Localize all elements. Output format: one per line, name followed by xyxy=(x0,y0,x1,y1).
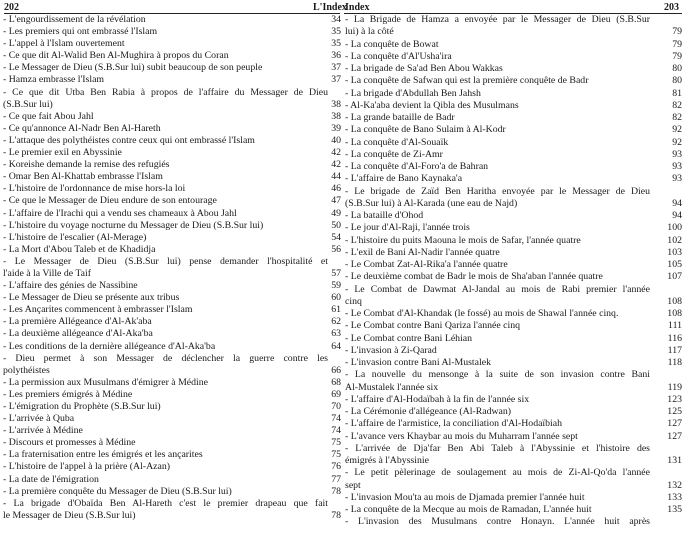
index-entry xyxy=(0,353,342,365)
index-entry xyxy=(0,232,342,244)
index-entry xyxy=(0,449,342,461)
entry-title: - Ce que fait Abou Jahl xyxy=(3,110,94,122)
entry-title: - La bataille d'Ohod xyxy=(345,210,424,221)
index-entry xyxy=(342,14,690,26)
entry-page-number: 36 xyxy=(331,50,341,62)
index-entry xyxy=(0,183,342,195)
entry-title: - Ce qu'annonce Al-Nadr Ben Al-Hareth xyxy=(3,122,161,134)
index-entry xyxy=(342,161,690,173)
entry-page-number: 93 xyxy=(672,173,682,185)
entry-page-number: 54 xyxy=(331,231,341,243)
entry-title: - L'émigration du Prophète (S.B.Sur lui) xyxy=(3,401,161,412)
index-entry xyxy=(0,510,342,522)
index-entry xyxy=(342,39,690,51)
index-entry xyxy=(0,425,342,437)
index-entry xyxy=(0,256,342,268)
entry-title: - L'attaque des polythéistes contre ceux qui ont embrassé l'Islam xyxy=(3,134,255,146)
index-entry xyxy=(0,292,342,304)
entry-title: - La brigade d'Abdullah Ben Jahsh xyxy=(345,87,481,99)
index-entry xyxy=(0,268,342,280)
entry-page-number: 74 xyxy=(331,413,341,425)
entry-title: - La conquête de Bano Sulaim à Al-Kodr xyxy=(345,124,506,136)
entry-page-number: 102 xyxy=(667,234,682,246)
index-entry xyxy=(342,406,690,418)
index-entry xyxy=(342,320,690,332)
entry-page-number: 108 xyxy=(667,308,682,319)
index-entry xyxy=(0,74,342,86)
entry-page-number: 103 xyxy=(667,246,682,258)
index-entry xyxy=(342,173,690,185)
index-entry xyxy=(0,87,342,99)
entry-title: - Ce que dit Al-Walid Ben Al-Mughira à propos du Coran xyxy=(3,50,229,62)
index-entry xyxy=(0,159,342,171)
index-entry xyxy=(0,437,342,449)
entry-title: - L'affaire de l'armistice, la conciliation d'Al-Hodaïbiah xyxy=(345,418,563,430)
entry-title: - La conquête de Safwan qui est la première conquête de Badr xyxy=(345,75,589,87)
entry-title: - L'histoire de l'escalier (Al-Merage) xyxy=(3,231,147,243)
entry-page-number: 93 xyxy=(672,161,682,172)
entry-title: - Le premier exil en Abyssinie xyxy=(3,147,122,159)
entry-title: - La Mort d'Abou Taleb et de Khadidja xyxy=(3,243,156,255)
index-entry xyxy=(0,401,342,413)
entry-title: - L'histoire de l'appel à la prière (Al-Azan) xyxy=(3,461,171,473)
entry-page-number: 37 xyxy=(331,74,341,86)
entry-page-number: 92 xyxy=(672,124,682,136)
entry-title: - La conquête d'Al'Usha'ira xyxy=(345,50,452,62)
entry-page-number: 38 xyxy=(331,110,341,122)
entry-page-number: 77 xyxy=(331,473,341,485)
entry-page-number: 78 xyxy=(331,509,341,521)
index-entry xyxy=(0,413,342,425)
entry-page-number: 108 xyxy=(667,295,682,307)
entry-page-number: 40 xyxy=(331,134,341,146)
entry-page-number: 56 xyxy=(331,243,341,255)
entry-page-number: 80 xyxy=(672,63,682,74)
entry-page-number: 105 xyxy=(667,259,682,270)
index-entry xyxy=(0,474,342,486)
entry-page-number: 47 xyxy=(331,195,341,207)
entry-page-number: 127 xyxy=(667,430,682,442)
entry-page-number: 70 xyxy=(331,401,341,412)
index-entry xyxy=(342,443,690,455)
entry-title: - L'appel à l'Islam ouvertement xyxy=(3,38,125,50)
index-entry xyxy=(342,369,690,381)
entry-page-number: 111 xyxy=(668,320,682,332)
entry-title: - Le brigade de Zaïd Ben Haritha envoyée par le Messager de Dieu xyxy=(345,185,650,197)
index-entry xyxy=(342,467,690,479)
index-entry xyxy=(342,492,690,504)
index-entry xyxy=(342,333,690,345)
entry-title: - Les premiers émigrés à Médine xyxy=(3,388,133,400)
entry-page-number: 127 xyxy=(667,418,682,430)
entry-page-number: 76 xyxy=(331,461,341,473)
entry-page-number: 69 xyxy=(331,388,341,400)
entry-title: polythéistes xyxy=(3,364,50,376)
index-entry xyxy=(342,480,690,492)
index-entry xyxy=(342,186,690,198)
entry-title: - Omar Ben Al-Khattab embrasse l'Islam xyxy=(3,171,163,183)
index-entry xyxy=(342,26,690,38)
index-entry xyxy=(342,516,690,528)
entry-page-number: 39 xyxy=(331,122,341,134)
entry-page-number: 107 xyxy=(667,271,682,283)
entry-page-number: 38 xyxy=(331,98,341,110)
entry-page-number: 44 xyxy=(331,171,341,183)
page-number-right: 203 xyxy=(664,2,679,13)
entry-title: - Le Messager de Dieu (S.B.Sur lui) pense demander l'hospitalité et xyxy=(3,255,328,267)
entry-title: cinq xyxy=(345,295,362,307)
index-entry xyxy=(342,100,690,112)
entry-title: - Le petit pèlerinage de soulagement au mois de Zi-Al-Qo'da l'année xyxy=(345,467,650,479)
index-entry xyxy=(0,99,342,111)
index-entry xyxy=(0,14,342,26)
entry-page-number: 57 xyxy=(331,267,341,279)
index-entry xyxy=(0,171,342,183)
entry-title: - Le jour d'Al-Raji, l'année trois xyxy=(345,222,470,234)
entry-page-number: 42 xyxy=(331,159,341,171)
index-entry xyxy=(0,498,342,510)
index-entry xyxy=(0,38,342,50)
entry-title: - L'invasion à Zi-Qarad xyxy=(345,344,437,356)
running-title-right: Index xyxy=(345,2,370,13)
entry-title: - Koreishe demande la remise des refugiés xyxy=(3,159,170,171)
entry-title: - L'avance vers Khaybar au mois du Muharram l'année sept xyxy=(345,430,578,442)
entry-title: - Le Combat d'Al-Khandak (le fossé) au mois de Shawal l'année cinq. xyxy=(345,308,619,319)
entry-title: sept xyxy=(345,479,361,491)
entry-page-number: 61 xyxy=(331,304,341,316)
entry-page-number: 49 xyxy=(331,207,341,219)
entry-page-number: 82 xyxy=(672,112,682,123)
entry-title: - Ce que dit Utba Ben Rabia à propos de l'affaire du Messager de Dieu xyxy=(3,86,328,98)
index-entry xyxy=(0,195,342,207)
entry-title: - L'invasion Mou'ta au mois de Djamada premier l'année huit xyxy=(345,491,585,503)
index-entry xyxy=(342,345,690,357)
index-entry xyxy=(0,389,342,401)
entry-title: - Les premiers qui ont embrassé l'Islam xyxy=(3,26,158,38)
entry-page-number: 35 xyxy=(331,38,341,50)
entry-title: - Les conditions de la dernière allégeance d'Al-Aka'ba xyxy=(3,340,216,352)
entry-title: - Al-Ka'aba devient la Qibla des Musulmans xyxy=(345,99,519,111)
entry-page-number: 78 xyxy=(331,485,341,497)
index-entry xyxy=(0,365,342,377)
entry-title: - La conquête d'Al-Souaïk xyxy=(345,136,449,148)
entry-title: - La fraternisation entre les émigrés et les ançarites xyxy=(3,449,203,461)
entry-title: - Le Combat Zat-Al-Rika'a l'année quatre xyxy=(345,259,508,270)
index-entry xyxy=(0,135,342,147)
index-entry xyxy=(0,26,342,38)
index-entry xyxy=(342,284,690,296)
entry-page-number: 123 xyxy=(667,393,682,405)
entry-page-number: 119 xyxy=(667,381,682,393)
index-entry xyxy=(342,63,690,75)
entry-page-number: 68 xyxy=(331,376,341,388)
entry-title: le Messager de Dieu (S.B.Sur lui) xyxy=(3,509,136,521)
index-entry xyxy=(0,220,342,232)
entry-title: - La brigade de Sa'ad Ben Abou Wakkas xyxy=(345,63,503,74)
index-entry xyxy=(0,280,342,292)
running-title-left: L'Index xyxy=(313,2,347,13)
entry-title: Al-Mustalek l'année six xyxy=(345,381,439,393)
entry-page-number: 135 xyxy=(667,504,682,515)
index-column-left xyxy=(0,14,342,548)
entry-title: - L'affaire d'Al-Hodaïbah à la fin de l'année six xyxy=(345,393,530,405)
entry-title: - La permission aux Musulmans d'émigrer à Médine xyxy=(3,376,209,388)
entry-title: (S.B.Sur lui) à Al-Karada (une eau de Najd) xyxy=(345,197,518,209)
entry-title: - Le Combat contre Bani Qariza l'année cinq xyxy=(345,320,521,332)
entry-title: - La conquête d'Al-Foro'a de Bahran xyxy=(345,161,489,172)
entry-page-number: 93 xyxy=(672,148,682,160)
index-entry xyxy=(342,357,690,369)
index-entry xyxy=(342,137,690,149)
entry-page-number: 132 xyxy=(667,479,682,491)
entry-title: lui) à la côté xyxy=(345,26,394,38)
entry-page-number: 118 xyxy=(667,357,682,368)
entry-page-number: 75 xyxy=(331,449,341,461)
entry-page-number: 35 xyxy=(331,26,341,38)
index-entry xyxy=(342,124,690,136)
entry-title: - L'arrivée à Médine xyxy=(3,425,83,437)
entry-page-number: 66 xyxy=(331,364,341,376)
entry-page-number: 125 xyxy=(667,406,682,417)
entry-title: - Le Messager de Dieu (S.B.Sur lui) subit beaucoup de son peuple xyxy=(3,62,263,74)
entry-page-number: 100 xyxy=(667,222,682,234)
entry-page-number: 79 xyxy=(672,50,682,62)
entry-page-number: 94 xyxy=(672,210,682,221)
index-entry xyxy=(0,208,342,220)
entry-title: (S.B.Sur lui) xyxy=(3,98,53,110)
index-entry xyxy=(342,271,690,283)
entry-title: - La conquête de Zi-Amr xyxy=(345,148,443,160)
entry-page-number: 81 xyxy=(672,87,682,99)
entry-title: - L'affaire de l'Irachi qui a vendu ses chameaux à Abou Jahl xyxy=(3,207,237,219)
index-entry xyxy=(0,461,342,473)
index-entry xyxy=(342,149,690,161)
entry-page-number: 62 xyxy=(331,316,341,328)
index-entry xyxy=(0,316,342,328)
index-entry xyxy=(342,210,690,222)
entry-page-number: 75 xyxy=(331,437,341,449)
entry-page-number: 63 xyxy=(331,328,341,340)
entry-title: - La grande bataille de Badr xyxy=(345,112,455,123)
index-entry xyxy=(0,486,342,498)
entry-title: - L'engourdissement de la révélation xyxy=(3,14,146,25)
entry-title: - Le Messager de Dieu se présente aux tribus xyxy=(3,292,180,304)
index-column-right xyxy=(342,14,690,548)
entry-title: émigrés à l'Abyssinie xyxy=(345,455,429,466)
entry-title: - L'histoire de l'ordonnance de mise hors-la loi xyxy=(3,183,186,195)
index-entry xyxy=(342,198,690,210)
entry-page-number: 80 xyxy=(672,75,682,87)
index-entry xyxy=(342,51,690,63)
entry-page-number: 64 xyxy=(331,340,341,352)
index-entry xyxy=(342,394,690,406)
entry-page-number: 37 xyxy=(331,62,341,74)
entry-page-number: 79 xyxy=(672,26,682,38)
entry-title: - La date de l'émigration xyxy=(3,473,99,485)
index-entry xyxy=(342,296,690,308)
entry-page-number: 92 xyxy=(672,136,682,148)
entry-title: - Les Ançarites commencent à embrasser l'Islam xyxy=(3,304,193,316)
entry-title: - L'exil de Bani Al-Nadir l'année quatre xyxy=(345,246,500,258)
entry-title: - La conquête de Bowat xyxy=(345,38,439,50)
index-entry xyxy=(342,75,690,87)
entry-title: l'aide à la Ville de Taif xyxy=(3,267,91,279)
entry-page-number: 60 xyxy=(331,292,341,304)
entry-title: - La deuxième allégeance d'Al-Aka'ba xyxy=(3,328,153,340)
index-entry xyxy=(0,377,342,389)
index-entry xyxy=(342,235,690,247)
entry-title: - L'arrivée de Dja'far Ben Abi Taleb à l'Abyssinie et l'histoire des xyxy=(345,442,650,454)
entry-title: - L'histoire du voyage nocturne du Messager de Dieu (S.B.Sur lui) xyxy=(3,219,264,231)
entry-page-number: 79 xyxy=(672,38,682,50)
entry-title: - La Brigade de Hamza a envoyée par le Messager de Dieu (S.B.Sur xyxy=(345,14,650,25)
entry-page-number: 131 xyxy=(667,455,682,466)
entry-title: - La conquête de la Mecque au mois de Ramadan, L'année huit xyxy=(345,504,592,515)
entry-page-number: 133 xyxy=(667,491,682,503)
index-entry xyxy=(342,504,690,516)
entry-title: - La première conquête du Messager de Dieu (S.B.Sur lui) xyxy=(3,485,232,497)
entry-title: - Discours et promesses à Médine xyxy=(3,437,136,449)
index-entry xyxy=(342,112,690,124)
entry-title: - Hamza embrasse l'Islam xyxy=(3,74,105,86)
index-entry xyxy=(0,123,342,135)
entry-title: - L'affaire des génies de Nassibine xyxy=(3,280,138,292)
index-entry xyxy=(342,247,690,259)
index-entry xyxy=(342,222,690,234)
entry-title: - L'histoire du puits Maouna le mois de Safar, l'année quatre xyxy=(345,234,581,246)
entry-title: - Le Combat de Dawmat Al-Jandal au mois de Rabi premier l'année xyxy=(345,283,650,295)
entry-title: - La brigade d'Obaïda Ben Al-Hareth c'est le premier drapeau que fait xyxy=(3,497,328,509)
entry-title: - Dieu permet à son Messager de déclencher la guerre contre les xyxy=(3,352,328,364)
index-entry xyxy=(0,341,342,353)
index-entry xyxy=(342,431,690,443)
entry-title: - La nouvelle du mensonge à la suite de son invasion contre Bani xyxy=(345,369,650,381)
entry-page-number: 42 xyxy=(331,147,341,159)
index-entry xyxy=(342,382,690,394)
entry-title: - L'invasion des Musulmans contre Honayn. L'année huit après xyxy=(345,516,650,528)
index-entry xyxy=(0,244,342,256)
entry-title: - Le Combat contre Bani Léhian xyxy=(345,332,473,344)
index-entry xyxy=(0,147,342,159)
entry-title: - L'invasion contre Bani Al-Mustalek xyxy=(345,357,491,368)
entry-page-number: 117 xyxy=(667,344,682,356)
entry-page-number: 50 xyxy=(331,219,341,231)
index-entry xyxy=(0,62,342,74)
entry-page-number: 116 xyxy=(667,332,682,344)
entry-title: - L'arrivée à Quba xyxy=(3,413,75,425)
index-entry xyxy=(0,304,342,316)
entry-page-number: 74 xyxy=(331,425,341,437)
page-number-left: 202 xyxy=(4,2,19,13)
entry-title: - L'affaire de Bano Kaynaka'a xyxy=(345,173,463,185)
index-entry xyxy=(0,328,342,340)
entry-title: - La première Allégeance d'Al-Ak'aba xyxy=(3,316,152,328)
entry-title: - Le deuxième combat de Badr le mois de Sha'aban l'année quatre xyxy=(345,271,603,283)
entry-page-number: 46 xyxy=(331,183,341,195)
index-entry xyxy=(342,418,690,430)
entry-title: - La Cérémonie d'allégeance (Al-Radwan) xyxy=(345,406,512,417)
entry-page-number: 82 xyxy=(672,99,682,111)
entry-page-number: 59 xyxy=(331,280,341,292)
index-entry xyxy=(0,111,342,123)
index-entry xyxy=(342,455,690,467)
entry-title: - Ce que le Messager de Dieu endure de son entourage xyxy=(3,195,217,207)
index-entry xyxy=(0,50,342,62)
entry-page-number: 34 xyxy=(331,14,341,25)
index-entry xyxy=(342,259,690,271)
index-entry xyxy=(342,88,690,100)
entry-page-number: 94 xyxy=(672,197,682,209)
index-entry xyxy=(342,308,690,320)
